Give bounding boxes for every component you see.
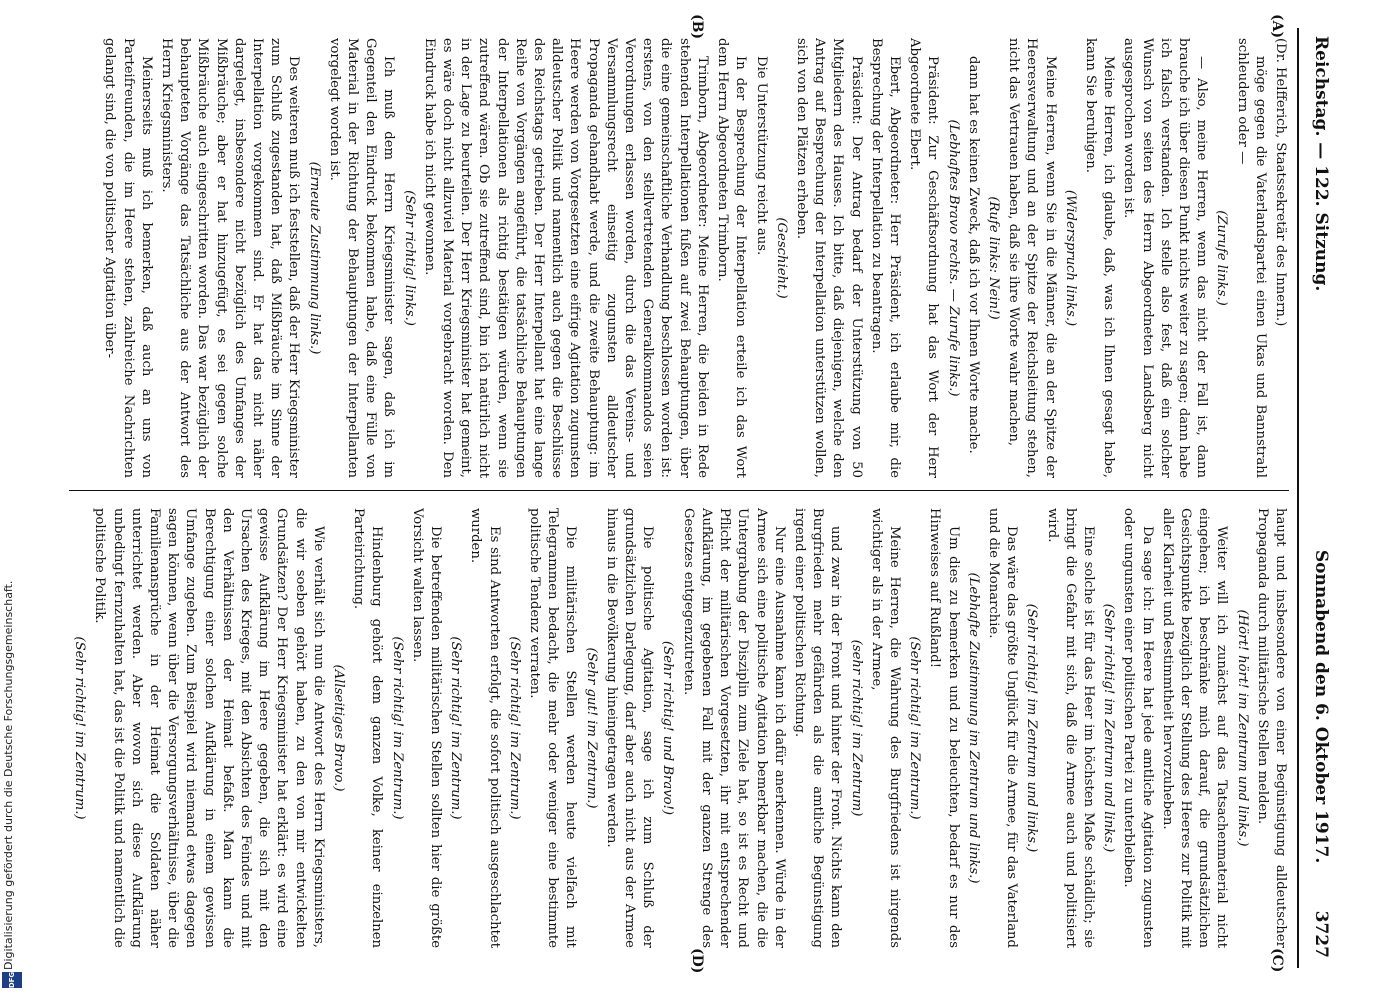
interjection: (Sehr richtig! im Zentrum.) [448,636,464,820]
interjection: (Lebhafte Zustimmung im Zentrum und links.) [965,572,981,884]
paragraph: möge gegen die Vaterlandspartei einen Ukas und Bannstrahl schleudern oder — [1234,38,1268,478]
interjection: (Sehr richtig! im Zentrum und links.) [1024,603,1040,853]
left-column [59,38,1289,478]
scanned-page [45,14,1345,974]
interjection: (Rufe links: Nein!) [985,196,1001,320]
paragraph: Die betreffenden militärischen Stellen sollten hier die größte Vorsicht walten lassen. [409,508,444,948]
margin-letter-b: (B) [689,14,705,40]
paragraph: Da sage ich: Im Heere hat jede amtliche Agitation zugunsten oder ungunsten einer politischen Partei zu unterbleiben. [1121,508,1155,948]
interjection: (sehr richtig! im Zentrum) [848,639,864,817]
interjection: (Sehr richtig! im Zentrum.) [907,636,923,820]
interjection: (Erneute Zustimmung links.) [306,161,322,355]
paragraph: Meine Herren, die Wahrung des Burgfriedens ist nirgends wichtiger als in der Armee, [868,508,902,948]
interjection: (Sehr gut! im Zentrum.) [583,647,599,809]
paragraph: Präsident: Der Antrag bedarf der Unterstützung von 50 Mitgliedern des Hauses. Ich bitte, daß diejenigen, welche den Antrag auf Besprechung der Interpellation unterstützen wollen, sich von den Plätzen erheben. [793,38,864,478]
header-date-and-page [1311,550,1331,958]
paragraph: Trimborn, Abgeordneter: Meine Herren, die beiden in Rede stehenden Interpellationen fußen auf zwei Behauptungen, über die eine gemeinschaftliche Verhandlung beschlossen worden ist: erstens, von den stellvertretenden Generalkommandos seien Verordnungen erlassen worden, durch die das Vereins- und Versammlungsrecht einseitig zugunsten alldeutscher Propaganda gehandhabt werde, und die zweite Behauptung: im Heere werden von Vorgesetzten eine eifrige Agitation zugunsten alldeutscher Politik und namentlich auch gegen die Beschlüsse des Reichstags getrieben. Der Herr Interpellant hat eine lange Reihe von Vorgängen angeführt, die tatsächliche Behauptungen der Interpellationen als richtig bestätigen würden, wenn sie zutreffend wären. Ob sie zutreffend sind, bin ich natürlich nicht in der Lage zu beurteilen. Der Herr Kriegsminister hat gemeint, es wäre doch nicht allzuviel Material vorgebracht worden. Den Eindruck habe ich nicht gewonnen. [421,38,710,478]
paragraph: Wie verhält sich nun die Antwort des Herrn Kriegsministers, die wir soeben gehört haben, zu den von mir entwickelten Grundsätzen? Der Herr Kriegsminister hat erklärt: es wird eine gewisse Aufklärung im Heere gegeben, die sich mit den Ursachen des Krieges, mit den Absichten des Feindes und mit den Verhältnissen der Heimat befaßt. Man kann die Berechtigung einer solchen Aufklärung in einem gewissen Umfange zugeben. Zum Beispiel wird niemand etwas dagegen sagen können, wenn über die Versorgungsverhältnisse, über die Familienansprüche in der Heimat die Soldaten näher unterrichtet werden. Aber wovon sich diese Aufklärung unbedingt fernzuhalten hat, das ist die Politik und namentlich die politische Politik. [92,508,326,948]
interjection: (Sehr richtig! im Zentrum.) [72,636,88,820]
paragraph: Meinerseits muß ich bemerken, daß auch an uns von Parteifreunden, die im Heere stehen, zahlreiche Nachrichten gelangt sind, die von politischer Agitation über- [102,38,154,478]
paragraph: Des weiteren muß ich feststellen, daß der Herr Kriegsminister zum Schluß zugestanden hat, daß Mißbräuche im Sinne der Interpellation vorgekommen sind. Er hat das nicht näher dargelegt, insbesondere nicht bezüglich des Umfanges der Mißbräuche; aber er hat hinzugefügt, es sei gegen solche Mißbräuche auch eingeschritten worden. Das war bezüglich der behaupteten Vorgänge das Tatsächliche aus der Antwort des Herrn Kriegsministers. [159,38,302,478]
interjection: (Sehr richtig! links.) [401,190,417,326]
paragraph: — Also, meine Herren, wenn das nicht der Fall ist, dann brauche ich über diesen Punkt nichts weiter zu sagen; dann habe ich falsch verstanden. Ich stelle also fest, daß ein solcher Wunsch von seiten des Herrn Abgeordneten Landsberg nicht ausgesprochen worden ist. [1121,38,1210,478]
page-header [1297,28,1345,968]
interjection: (Lebhaftes Bravo rechts. — Zurufe links.) [945,119,961,397]
paragraph: Meine Herren, ich glaube, daß, was ich Ihnen gesagt habe, kann Sie beruhigen. [1082,38,1117,478]
interjection: (Geschieht.) [773,217,789,299]
header-date: Sonnabend den 6. Oktober 1917. [1311,549,1331,864]
paragraph: haupt und insbesondere von einer Begünstigung alldeutscher Propaganda durch militärische Stellen melden. [1254,508,1288,948]
dfg-logo: DFG [2,972,22,988]
interjection: (Hört! hört! im Zentrum und links.) [1234,609,1250,847]
paragraph: Nur eine Ausnahme kann ich dafür anerkennen. Würde in der Armee sich eine politische Agitation bemerkbar machen, die die Untergrabung der Disziplin zum Ziele hat, so ist es Recht und Pflicht der militärischen Vorgesetzten, ihr mit entsprechender Aufklärung, im gegebenen Fall mit der ganzen Strenge des Gesetzes entgegenzutreten. [680,508,787,948]
paragraph: Die Unterstützung reicht aus. [753,56,769,256]
page-number: 3727 [1311,910,1331,958]
paragraph: und zwar in der Front und hinter der Front. Nichts kann den Burgfrieden mehr gefährden als die amtliche Begünstigung irgend einer politischen Richtung. [791,508,844,948]
paragraph: Die politische Agitation, sage ich zum Schluß der grundsätzlichen Darlegung, darf aber auch nicht aus der Armee hinaus in die Bevölkerung hineingetragen werden. [603,508,656,948]
interjection: (Sehr richtig! und Bravo!) [660,640,676,816]
paragraph: Hindenburg gehört dem ganzen Volke, keiner einzelnen Parteirichtung. [351,508,385,948]
paragraph: Weiter will ich zunächst auf das Tatsachenmaterial nicht eingehen; ich beschränke mich darauf, die grundsätzlichen Gesichtspunkte bezüglich der Stellung des Heeres zur Politik mit aller Klarheit und Bestimmtheit hervorzuheben. [1159,508,1230,948]
scan-sidebar [0,0,26,1000]
header-title: Reichstag. — 122. Sitzung. [1311,36,1331,292]
paragraph: dann hat es keinen Zweck, daß ich vor Ihnen Worte mache. [965,56,981,454]
paragraph: Ebert, Abgeordneter: Herr Präsident, ich erlaube mir, die Besprechung der Interpellation zu beantragen. [868,38,902,478]
paragraph: In der Besprechung der Interpellation erteile ich das Wort dem Herrn Abgeordneten Trimborn. [715,38,749,478]
column-divider [69,490,1289,491]
paragraph: (Dr. Helfferich, Staatssekretär des Innern.) [1273,38,1288,327]
rotated-page [45,14,1345,974]
paragraph: Das wäre das größte Unglück für die Armee, für das Vaterland und die Monarchie. [985,508,1020,948]
paragraph: Es sind Antworten erfolgt, die sofort politisch ausgeschlachtet wurden. [468,508,502,948]
margin-letter-a: (A) [1269,14,1285,39]
interjection: (Sehr richtig! im Zentrum und links.) [1101,603,1117,853]
paragraph: Ich muß dem Herrn Kriegsminister sagen, daß ich im Gegenteil den Eindruck bekommen habe, daß eine Fülle von Material in der Richtung der Behauptungen der Interpellanten vorgelegt worden ist. [326,38,397,478]
interjection: (Sehr richtig! im Zentrum.) [389,636,405,820]
digitization-credit: Digitalisierung gefördert durch die Deutsche Forschungsgemeinschaft. [2,580,15,970]
paragraph: Die militärischen Stellen werden heute vielfach mit Telegrammen bedacht, die mehr oder weniger eine bestimmte politische Tendenz verraten. [527,508,579,948]
interjection: (Sehr richtig! im Zentrum.) [506,636,522,820]
paragraph: Präsident: Zur Geschäftsordnung hat das Wort der Herr Abgeordnete Ebert. [907,38,941,478]
interjection: (Widerspruch links.) [1062,189,1078,327]
paragraph: Um dies zu bemerken und zu beleuchten, bedarf es nur des Hinweises auf Rußland! [927,508,961,948]
paragraph: Eine solche ist für das Heer im höchsten Maße schädlich; sie bringt die Gefahr mit sich, daß die Armee auch und politisiert wird. [1044,508,1096,948]
margin-letter-d: (D) [689,948,705,974]
interjection: (Allseitiges Bravo.) [331,664,347,792]
right-column [59,508,1289,948]
margin-letter-c: (C) [1269,948,1285,973]
paragraph: Meine Herren, wenn Sie in die Männer, die an der Spitze der Heeresverwaltung und an der Spitze der Reichsleitung stehen, nicht das Vertrauen haben, daß sie ihre Worte wahr machen, [1006,38,1058,478]
interjection: (Zurufe links.) [1214,210,1230,306]
